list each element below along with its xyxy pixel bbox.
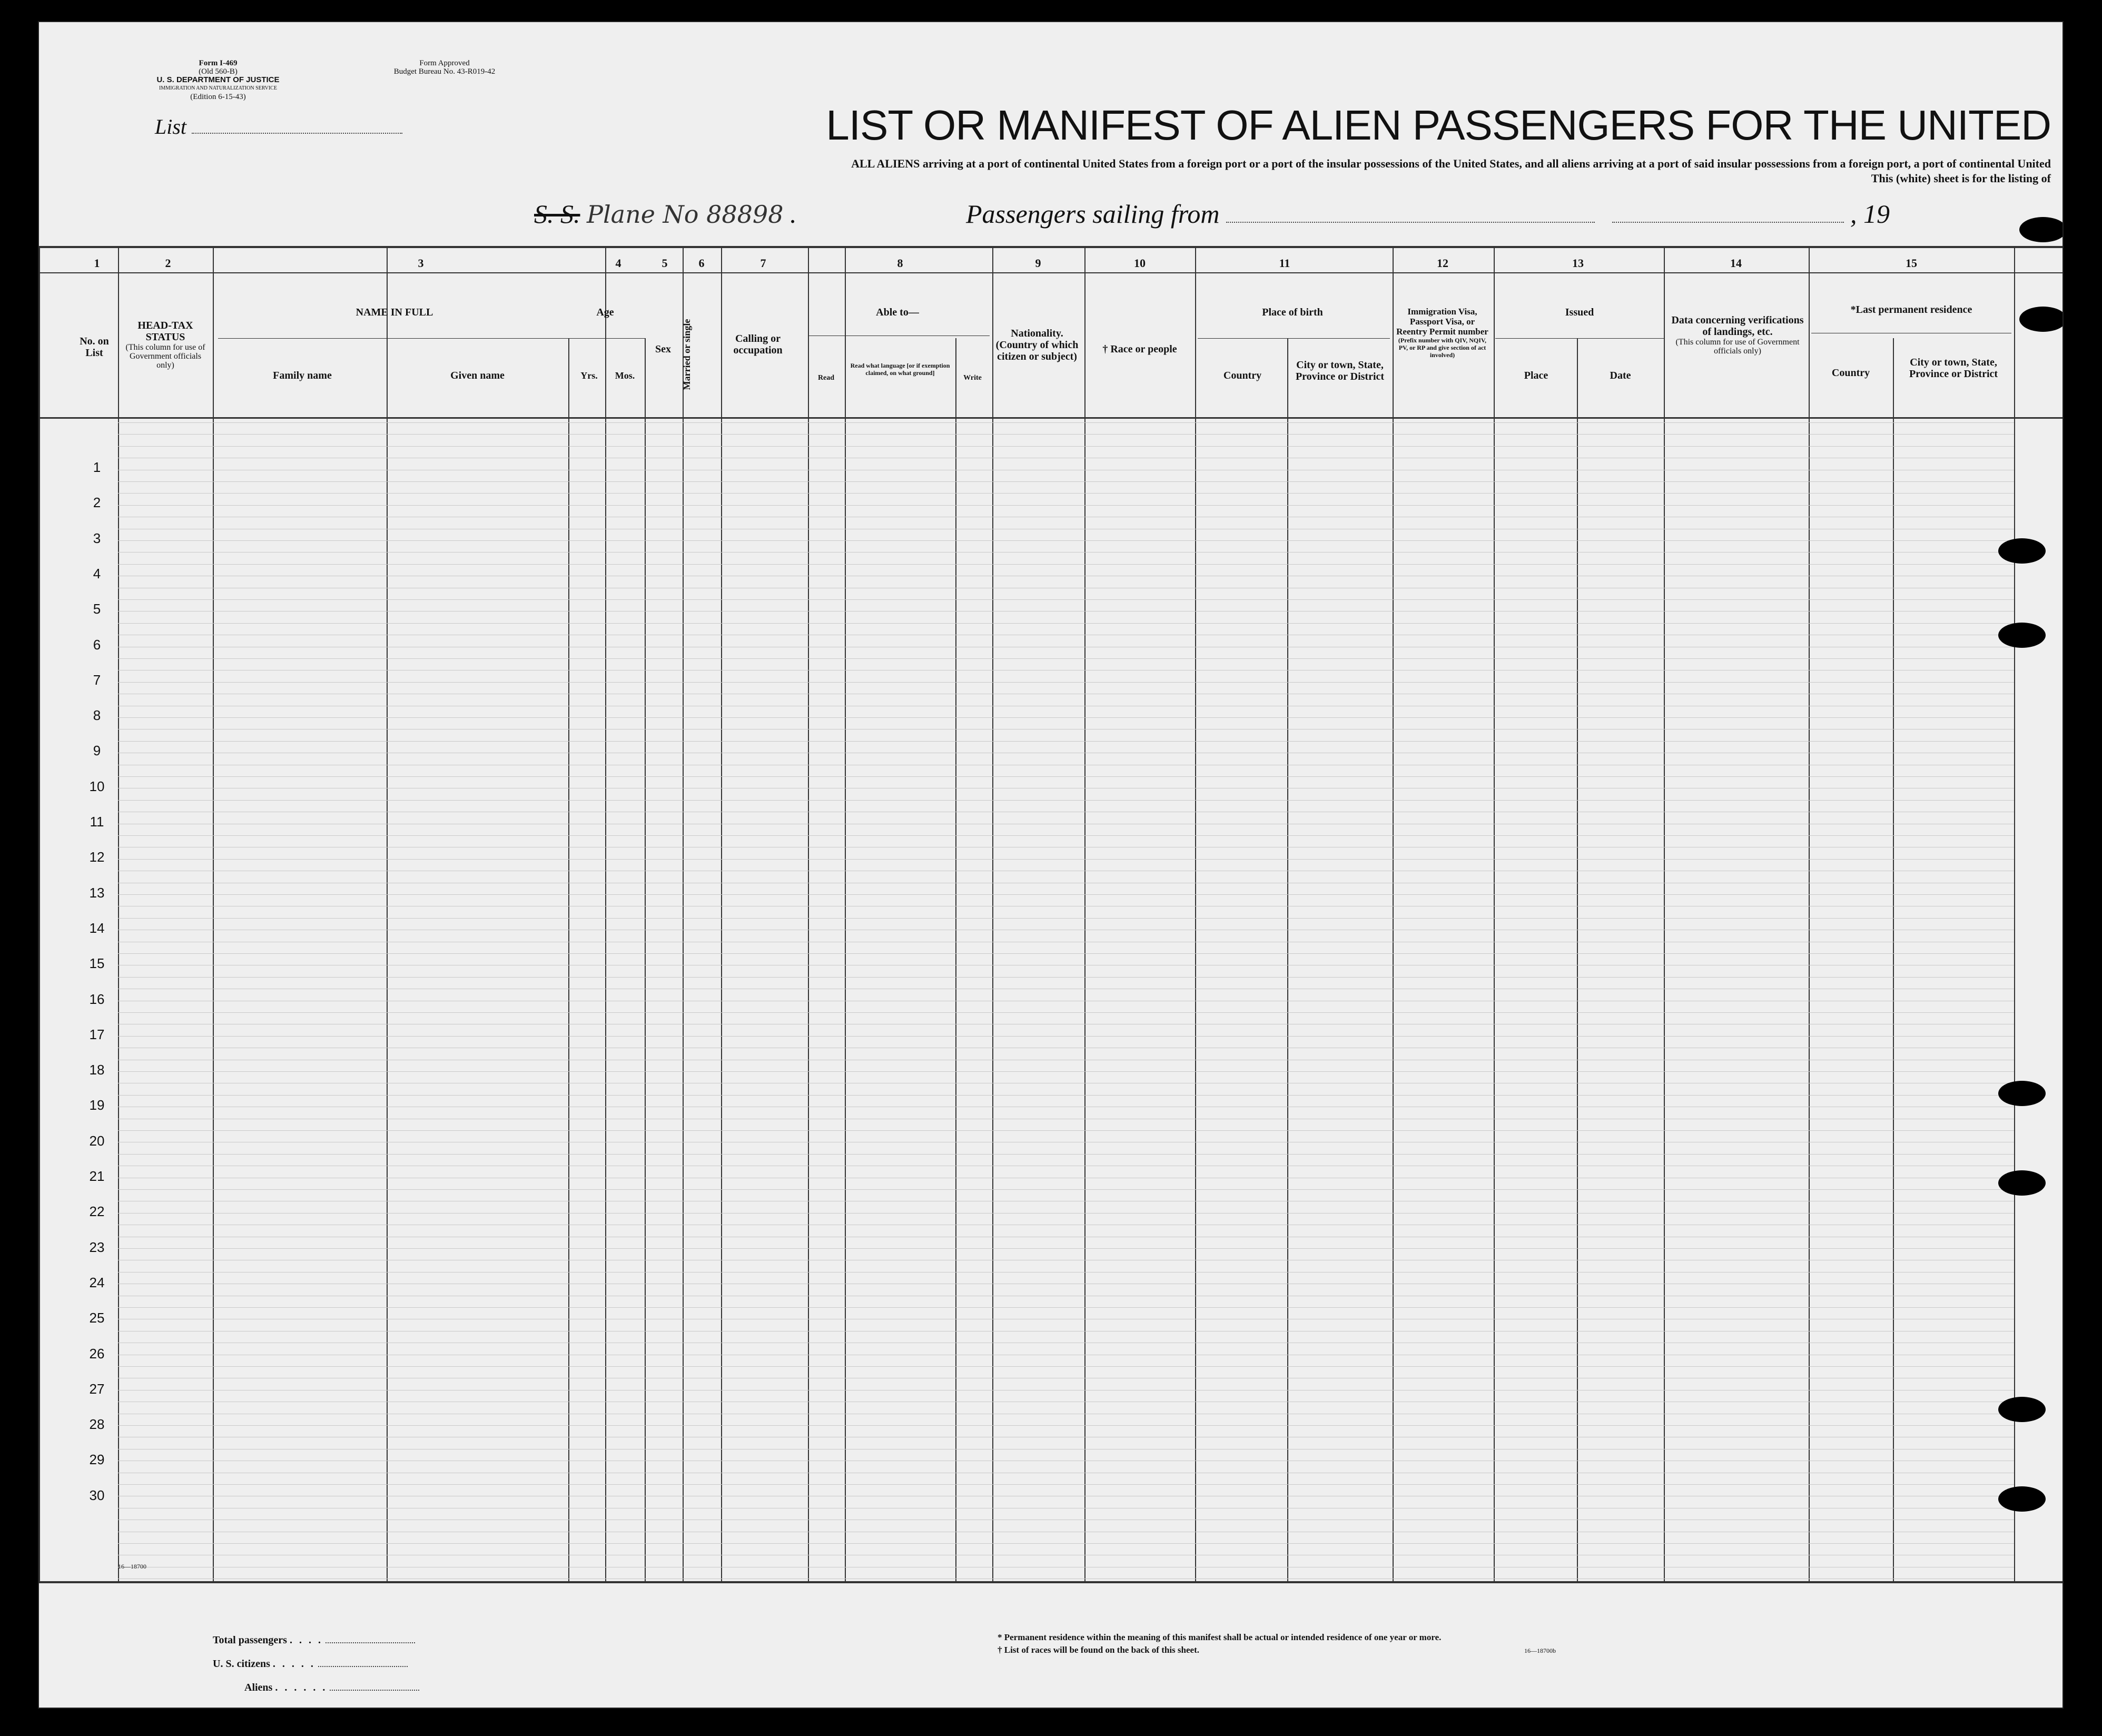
footer-print-code: 16—18700b (1524, 1647, 1556, 1654)
ruled-line (118, 682, 2014, 683)
header-no-on-list: No. on List (80, 336, 109, 359)
header-age: Age (596, 307, 614, 318)
total-field[interactable] (325, 1642, 415, 1643)
column-number: 2 (165, 257, 171, 270)
page-title: LIST OR MANIFEST OF ALIEN PASSENGERS FOR THE UNITED (826, 102, 2051, 149)
approved-text: Form Approved (419, 59, 470, 67)
column-number: 7 (760, 257, 766, 270)
header-race: † Race or people (1102, 343, 1177, 355)
row-number: 27 (89, 1380, 105, 1397)
header-read-language: Read what language [or if exemption claimed, on what ground] (850, 362, 950, 377)
header-last-residence: *Last permanent residence (1850, 304, 1972, 315)
visa-label: Immigration Visa, Passport Visa, or Reentry Permit number (1396, 307, 1488, 337)
header-visa (1394, 307, 1491, 359)
column-number: 15 (1906, 257, 1917, 270)
row-number: 2 (93, 495, 101, 511)
ruled-line (118, 564, 2014, 565)
footnote-races: † List of races will be found on the back of this sheet. (998, 1645, 1199, 1655)
row-number: 20 (89, 1132, 105, 1149)
row-number: 22 (89, 1204, 105, 1220)
column-number: 11 (1279, 257, 1290, 270)
column-divider (1287, 338, 1288, 1582)
header-married: Married or single (682, 319, 692, 390)
colnum-rule (39, 272, 2062, 273)
row-number: 21 (89, 1168, 105, 1184)
header-bottom-rule (39, 417, 2062, 419)
head-tax-label: HEAD-TAX STATUS (137, 320, 193, 343)
row-number: 10 (89, 778, 105, 794)
ruled-line (118, 1248, 2014, 1249)
ruled-line (118, 540, 2014, 541)
ruled-line (118, 505, 2014, 506)
ruled-line (118, 623, 2014, 624)
column-number: 13 (1572, 257, 1584, 270)
form-number: Form I-469 (199, 59, 238, 67)
row-number: 28 (89, 1416, 105, 1433)
header-age-yrs: Yrs. (580, 370, 598, 381)
column-divider (568, 338, 569, 1582)
column-number: 5 (662, 257, 668, 270)
header-family-name: Family name (273, 370, 332, 381)
row-number: 6 (93, 636, 101, 653)
ruled-line (118, 1130, 2014, 1131)
total-label: Total passengers (213, 1634, 287, 1646)
column-divider (645, 338, 646, 1582)
total-passengers-row: Total passengers . . . . (213, 1629, 419, 1652)
ruled-line (118, 1366, 2014, 1367)
visa-note: (Prefix number with QIV, NQIV, PV, or RP and give section of act involved) (1398, 337, 1487, 359)
punch-hole (1998, 1081, 2046, 1106)
ruled-line (118, 1272, 2014, 1273)
header-issued-place: Place (1524, 370, 1548, 381)
citizens-field[interactable] (318, 1666, 408, 1667)
footer-notes (998, 1631, 1441, 1656)
header-sex: Sex (655, 343, 671, 355)
header-age-mos: Mos. (615, 370, 635, 381)
ruled-line (118, 1154, 2014, 1155)
list-label (155, 114, 402, 139)
column-number: 3 (418, 257, 424, 270)
row-number: 24 (89, 1274, 105, 1290)
header-calling: Calling or occupation (733, 333, 783, 356)
punch-hole (1998, 1170, 2046, 1196)
sailing-line (966, 199, 1890, 229)
subtitle-line2: This (white) sheet is for the listing of (1871, 172, 2051, 185)
ruled-line (118, 1543, 2014, 1544)
punch-hole (2019, 307, 2064, 332)
ruled-line (118, 741, 2014, 742)
ruled-line (118, 717, 2014, 718)
column-divider (1577, 338, 1578, 1582)
header-place-of-birth: Place of birth (1262, 307, 1323, 318)
ruled-line (118, 1071, 2014, 1072)
ruled-line (118, 1189, 2014, 1190)
header-verifications (1669, 314, 1806, 356)
row-number: 29 (89, 1452, 105, 1468)
row-number: 16 (89, 991, 105, 1007)
punch-hole (2019, 217, 2064, 242)
year-prefix: , 19 (1850, 199, 1890, 229)
aliens-label: Aliens (244, 1682, 273, 1693)
subtitle-line1: ALL ALIENS arriving at a port of continental United States from a foreign port or a port of the insular possessions of the United States, and all aliens arriving at a port of said insular possessions from a foreign port, a port of continental United (851, 157, 2051, 170)
sailing-label: Passengers sailing from (966, 199, 1220, 229)
column-number: 6 (698, 257, 705, 270)
ruled-line (118, 800, 2014, 801)
ruled-line (118, 1425, 2014, 1426)
list-label-text: List (155, 115, 187, 139)
birth-subrule (1198, 338, 1390, 339)
row-number: 12 (89, 849, 105, 865)
row-number: 9 (93, 743, 101, 759)
row-number: 26 (89, 1345, 105, 1362)
row-number: 1 (93, 459, 101, 475)
ruled-line (118, 918, 2014, 919)
ship-prefix: S. S. (534, 199, 580, 229)
column-number: 14 (1730, 257, 1742, 270)
budget-number: Budget Bureau No. 43-R019-42 (393, 67, 496, 76)
ruled-line (118, 776, 2014, 777)
table-bottom-rule (39, 1581, 2062, 1583)
approval-block (376, 59, 513, 76)
column-divider (955, 338, 956, 1582)
ruled-line (118, 599, 2014, 600)
row-number: 15 (89, 955, 105, 972)
ruled-line (118, 1095, 2014, 1096)
table-top-rule (39, 246, 2062, 248)
header-issued: Issued (1565, 307, 1594, 318)
department: U. S. DEPARTMENT OF JUSTICE (156, 75, 280, 84)
ruled-line (118, 1012, 2014, 1013)
date-field[interactable] (1612, 222, 1844, 223)
header-birth-city: City or town, State, Province or District (1295, 359, 1385, 382)
service: IMMIGRATION AND NATURALIZATION SERVICE (159, 85, 277, 91)
header-issued-date: Date (1610, 370, 1631, 381)
ruled-line (118, 953, 2014, 954)
ruled-line (118, 493, 2014, 494)
ruled-line (118, 894, 2014, 895)
print-code: 16—18700 (118, 1563, 146, 1570)
aliens-field[interactable] (330, 1690, 419, 1691)
row-number: 11 (90, 814, 104, 830)
row-number: 14 (89, 920, 105, 936)
verifications-label: Data concerning verifications of landings, etc. (1671, 314, 1804, 338)
aliens-row: Aliens . . . . . . (213, 1676, 419, 1700)
punch-hole (1998, 623, 2046, 648)
column-number: 1 (94, 257, 100, 270)
column-divider (39, 246, 40, 1582)
ruled-line (118, 1484, 2014, 1485)
header-given-name: Given name (450, 370, 505, 381)
row-number: 25 (89, 1310, 105, 1326)
ruled-line (118, 446, 2014, 447)
ruled-line (118, 835, 2014, 836)
punch-hole (1998, 1486, 2046, 1512)
column-number: 12 (1437, 257, 1448, 270)
punch-hole (1998, 1397, 2046, 1422)
port-field[interactable] (1226, 222, 1595, 223)
header-able-to: Able to— (876, 307, 919, 318)
list-number-field[interactable] (192, 133, 402, 134)
row-number: 8 (93, 707, 101, 724)
row-number: 17 (89, 1026, 105, 1042)
row-number: 13 (89, 884, 105, 901)
header-res-country: Country (1831, 367, 1870, 379)
row-number: 3 (93, 530, 101, 546)
form-old-number: (Old 560-B) (199, 67, 238, 76)
citizens-row: U. S. citizens . . . . . (213, 1652, 419, 1676)
ruled-line (118, 552, 2014, 553)
row-number: 18 (89, 1062, 105, 1078)
issued-subrule (1495, 338, 1664, 339)
header-name-in-full: NAME IN FULL (356, 307, 433, 318)
row-number: 19 (89, 1097, 105, 1113)
ruled-line (118, 859, 2014, 860)
ship-name-handwritten[interactable]: Plane No 88898 (587, 200, 784, 229)
ruled-line (118, 434, 2014, 435)
header-read: Read (817, 374, 835, 382)
citizens-label: U. S. citizens (213, 1658, 270, 1670)
ruled-line (118, 1213, 2014, 1214)
header-head-tax (123, 320, 208, 370)
footer-totals (213, 1629, 419, 1700)
ruled-line (118, 1036, 2014, 1037)
header-res-city: City or town, State, Province or District (1909, 357, 1998, 380)
ruled-line (118, 977, 2014, 978)
column-number: 4 (615, 257, 621, 270)
row-number: 30 (89, 1487, 105, 1503)
column-divider (2014, 246, 2015, 1582)
ship-line: S. S. Plane No 88898 . (534, 199, 797, 229)
manifest-sheet (38, 21, 2064, 1709)
ruled-line (118, 481, 2014, 482)
column-number: 8 (897, 257, 903, 270)
form-id-block (139, 59, 297, 101)
name-age-subrule (218, 338, 645, 339)
ruled-line (118, 658, 2014, 659)
column-number: 10 (1134, 257, 1146, 270)
edition: (Edition 6-15-43) (190, 93, 246, 101)
verifications-note: (This column for use of Government officials only) (1675, 338, 1800, 356)
header-nationality: Nationality. (Country of which citizen or subject) (995, 328, 1079, 362)
row-number: 23 (89, 1239, 105, 1255)
header-write: Write (963, 374, 982, 382)
row-number: 4 (93, 565, 101, 581)
head-tax-note: (This column for use of Government officials only) (125, 343, 205, 370)
row-number: 5 (93, 601, 101, 617)
header-birth-country: Country (1223, 370, 1262, 381)
row-number: 7 (93, 672, 101, 688)
footnote-residence: * Permanent residence within the meaning of this manifest shall be actual or intended residence of one year or more. (998, 1632, 1442, 1642)
ruled-line (118, 422, 2014, 423)
punch-hole (1998, 538, 2046, 564)
ruled-line (118, 1307, 2014, 1308)
column-number: 9 (1035, 257, 1041, 270)
column-divider (1893, 338, 1894, 1582)
